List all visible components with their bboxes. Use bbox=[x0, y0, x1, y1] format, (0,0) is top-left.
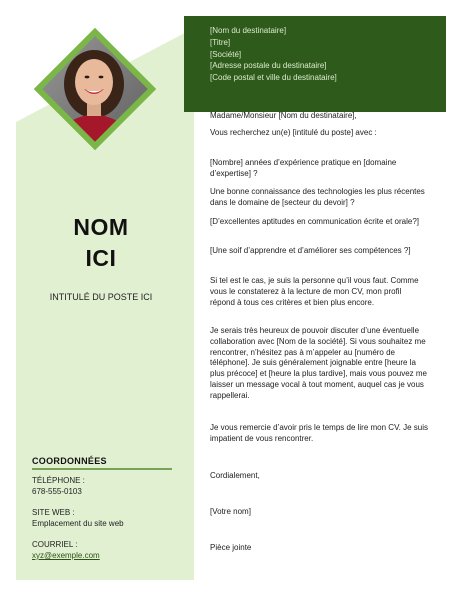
contact-heading: COORDONNÉES bbox=[32, 456, 107, 466]
letter-paragraph-3: Je vous remercie d’avoir pris le temps de lire mon CV. Je suis impatient de vous rencontrer. bbox=[210, 423, 429, 443]
recipient-line: [Titre] bbox=[210, 37, 231, 47]
recipient-address bbox=[210, 25, 440, 84]
profile-photo bbox=[34, 28, 156, 150]
website-value: Emplacement du site web bbox=[32, 519, 124, 528]
candidate-name bbox=[16, 212, 186, 274]
letter-closing: Cordialement, bbox=[210, 471, 260, 480]
contact-divider bbox=[32, 468, 172, 470]
email-link[interactable]: xyz@exemple.com bbox=[32, 551, 100, 560]
recipient-line: [Adresse postale du destinataire] bbox=[210, 61, 327, 71]
letter-intro: Vous recherchez un(e) [intitulé du poste] avec : bbox=[210, 128, 377, 137]
letter-point-2: Une bonne connaissance des technologies les plus récentes dans le domaine de [secteur du devoir] ? bbox=[210, 187, 425, 207]
recipient-line: [Société] bbox=[210, 49, 242, 59]
name-line-2: ICI bbox=[85, 245, 117, 271]
letter-attachment: Pièce jointe bbox=[210, 543, 252, 552]
letter-point-4: [Une soif d’apprendre et d’améliorer ses compétences ?] bbox=[210, 246, 411, 255]
job-title: INTITULÉ DU POSTE ICI bbox=[49, 292, 153, 302]
letter-point-1: [Nombre] années d’expérience pratique en [domaine d’expertise] ? bbox=[210, 158, 397, 178]
website-label: SITE WEB : bbox=[32, 508, 75, 517]
letter-paragraph-2: Je serais très heureux de pouvoir discuter d’une éventuelle collaboration avec [Nom de la société]. Si vous souhaitez me rencontrer, n’hésitez pas à m’appeler au [numéro de téléphone]. Je suis généralement joignable entre [heure la plus précoce] et [heure la plus tardive], mais vous pouvez me laisser un message vocal à tout moment, auquel cas je vous rappellerai. bbox=[210, 326, 427, 400]
letter-point-3: [D’excellentes aptitudes en communication écrite et orale?] bbox=[210, 217, 419, 226]
recipient-line: [Nom du destinataire] bbox=[210, 26, 287, 35]
letter-signature: [Votre nom] bbox=[210, 507, 251, 516]
name-line-1: NOM bbox=[73, 214, 129, 240]
phone-value: 678-555-0103 bbox=[32, 487, 82, 496]
recipient-line: [Code postal et ville du destinataire] bbox=[210, 73, 337, 83]
letter-paragraph-1: Si tel est le cas, je suis la personne qu’il vous faut. Comme vous le constaterez à la lecture de mon CV, mon profil répond à tous ces critères et bien plus encore. bbox=[210, 276, 419, 307]
email-label: COURRIEL : bbox=[32, 540, 78, 549]
letter-greeting: Madame/Monsieur [Nom du destinataire], bbox=[210, 111, 357, 120]
phone-label: TÉLÉPHONE : bbox=[32, 476, 85, 485]
